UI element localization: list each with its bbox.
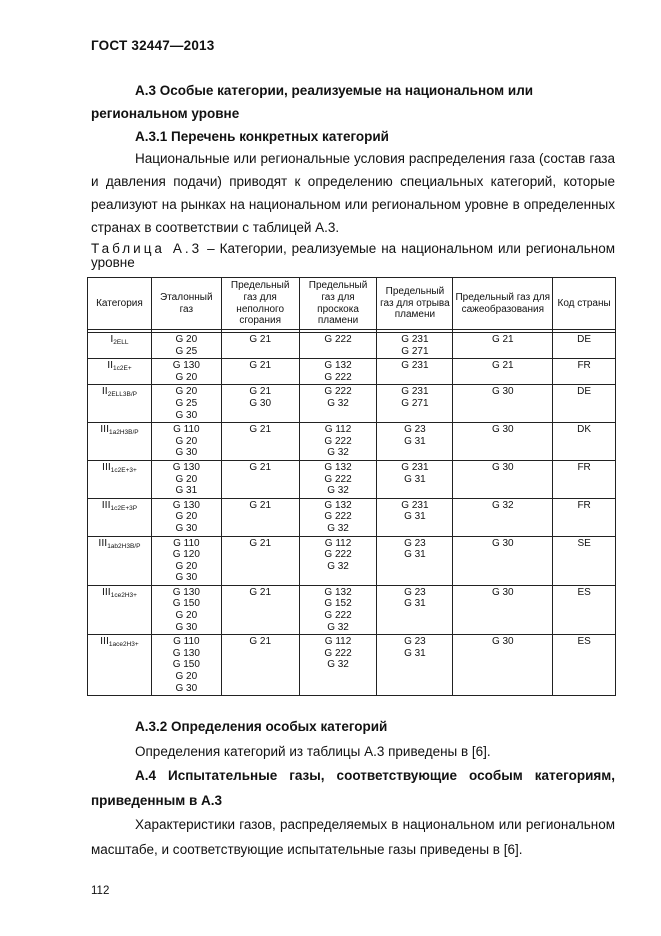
- gas-value: G 152: [324, 598, 352, 610]
- reference-gas-cell: [151, 423, 221, 461]
- gas-value: G 32: [327, 659, 349, 671]
- category-name: III: [101, 498, 111, 511]
- incomplete-combustion-cell: [221, 385, 299, 423]
- country-code-cell: FR: [553, 460, 616, 498]
- gas-value: G 132: [324, 360, 352, 372]
- gas-value: G 110: [173, 424, 200, 436]
- header-incomplete-combustion: Предельный газ для неполного сгорания: [221, 278, 299, 330]
- table-row: [88, 460, 616, 498]
- table-row: [88, 359, 616, 385]
- gas-value: G 20: [175, 386, 198, 398]
- incomplete-combustion-cell: [221, 585, 299, 634]
- section-a3-heading-line2: региональном уровне: [91, 105, 240, 121]
- reference-gas-cell: [151, 498, 221, 536]
- gas-value: G 31: [404, 549, 426, 561]
- category-name: III: [101, 585, 111, 598]
- reference-gas-cell: [151, 333, 221, 359]
- gas-value: G 23: [404, 537, 426, 549]
- section-a32-heading: А.3.2 Определения особых категорий: [135, 719, 388, 734]
- gas-value: G 222: [324, 610, 352, 622]
- table-row: [88, 635, 616, 696]
- sooting-cell: [453, 460, 553, 498]
- gas-value: G 271: [401, 345, 429, 357]
- country-code-cell: FR: [553, 498, 616, 536]
- sooting-cell: [453, 498, 553, 536]
- gas-value: G 30: [175, 522, 198, 534]
- header-country-code: Код страны: [553, 278, 616, 330]
- section-a4-paragraph: Характеристики газов, распределяемых в национальном или региональном масштабе, и соответствующие испытательные газы приведены в [6].: [91, 817, 615, 857]
- sooting-cell: [453, 359, 553, 385]
- table-caption-text: – Категории, реализуемые на национальном или региональном уровне: [91, 240, 616, 270]
- flame-lift-cell: [377, 635, 453, 696]
- country-code-cell: ES: [553, 585, 616, 634]
- gas-value: G 231: [401, 334, 429, 345]
- gas-value: G 112: [324, 636, 352, 648]
- sooting-cell: [453, 585, 553, 634]
- gas-value: G 30: [175, 682, 198, 694]
- page-number: 112: [91, 885, 110, 897]
- gas-value: G 23: [404, 424, 426, 436]
- flame-lift-cell: [377, 536, 453, 585]
- gas-value: G 32: [327, 560, 349, 572]
- reference-gas-cell: [151, 585, 221, 634]
- gas-value: G 25: [175, 345, 198, 357]
- gas-value: G 31: [404, 473, 426, 485]
- sooting-cell: [453, 635, 553, 696]
- gas-value: G 23: [404, 586, 426, 598]
- flashback-cell: [299, 385, 377, 423]
- table-row: [88, 423, 616, 461]
- gas-value: G 32: [327, 485, 349, 497]
- category-cell: [88, 359, 152, 385]
- gas-value: G 222: [324, 511, 352, 523]
- country-code-cell: ES: [553, 635, 616, 696]
- gas-value: G 222: [324, 549, 352, 561]
- gas-value: G 130: [172, 586, 200, 598]
- gas-value: G 21: [249, 636, 272, 648]
- flashback-cell: [299, 536, 377, 585]
- upper-content: [91, 80, 615, 283]
- category-name: II: [107, 359, 114, 372]
- header-category: Категория: [88, 278, 152, 330]
- gas-value: G 231: [401, 360, 429, 372]
- category-name: I: [110, 333, 114, 345]
- sooting-cell: [453, 536, 553, 585]
- gas-value: G 21: [249, 424, 272, 436]
- table-caption-label: Таблица А.3: [91, 240, 203, 256]
- flame-lift-cell: [377, 460, 453, 498]
- gas-value: G 222: [324, 371, 352, 383]
- country-code-cell: FR: [553, 359, 616, 385]
- table-row: [88, 498, 616, 536]
- section-a31-heading: А.3.1 Перечень конкретных категорий: [135, 128, 389, 144]
- sooting-cell: [453, 385, 553, 423]
- country-code-cell: DE: [553, 333, 616, 359]
- table-row: [88, 585, 616, 634]
- gas-value: G 21: [491, 334, 514, 345]
- category-name: III: [100, 423, 109, 436]
- country-code-cell: SE: [553, 536, 616, 585]
- gas-value: G 271: [401, 397, 429, 409]
- reference-gas-cell: [151, 635, 221, 696]
- sooting-cell: [453, 333, 553, 359]
- gas-value: G 30: [491, 386, 514, 398]
- category-cell: [88, 635, 152, 696]
- gas-value: G 20: [175, 560, 198, 572]
- gas-value: G 31: [404, 598, 426, 610]
- category-cell: [88, 423, 152, 461]
- gas-value: G 222: [324, 334, 352, 345]
- gas-value: G 150: [172, 659, 200, 671]
- gas-value: G 32: [327, 397, 349, 409]
- section-a32-paragraph: Определения категорий из таблицы А.3 приведены в [6].: [135, 743, 491, 759]
- gas-value: G 20: [175, 511, 198, 523]
- flashback-cell: [299, 635, 377, 696]
- reference-gas-cell: [151, 385, 221, 423]
- section-a4-heading-line1: А.4 Испытательные газы, соответствующие особым категориям,: [135, 768, 615, 783]
- gas-value: G 32: [327, 447, 349, 459]
- gas-value: G 31: [404, 647, 426, 659]
- gas-value: G 231: [401, 386, 429, 398]
- gas-value: G 30: [491, 537, 514, 549]
- gas-value: G 20: [175, 435, 198, 447]
- gas-value: G 132: [324, 499, 352, 511]
- flame-lift-cell: [377, 498, 453, 536]
- gas-value: G 222: [324, 647, 352, 659]
- gas-value: G 20: [175, 371, 198, 383]
- reference-gas-cell: [151, 460, 221, 498]
- category-subscript: 1a2H3B/P: [109, 429, 139, 437]
- gas-value: G 20: [175, 334, 198, 345]
- category-subscript: 1ab2H3B/P: [107, 542, 141, 550]
- country-code-cell: DK: [553, 423, 616, 461]
- table-header-row: [88, 278, 616, 330]
- category-cell: [88, 536, 152, 585]
- gas-value: G 130: [172, 461, 200, 473]
- section-a4-heading-line2: приведенным в А.3: [91, 792, 223, 808]
- category-subscript: 1c2E+3+: [110, 466, 137, 474]
- category-cell: [88, 498, 152, 536]
- gas-value: G 132: [324, 461, 352, 473]
- sooting-cell: [453, 423, 553, 461]
- category-name: II: [101, 385, 108, 398]
- category-name: III: [100, 635, 109, 648]
- header-reference-gas: Эталонный газ: [151, 278, 221, 330]
- table-row: [88, 333, 616, 359]
- category-subscript: 1ce2H3+: [110, 591, 137, 599]
- flashback-cell: [299, 585, 377, 634]
- gas-value: G 110: [173, 537, 200, 549]
- flashback-cell: [299, 423, 377, 461]
- category-subscript: 2ELL: [113, 339, 129, 346]
- header-flame-lift: Предельный газ для отрыва пламени: [377, 278, 453, 330]
- gas-value: G 20: [175, 671, 198, 683]
- document-header: ГОСТ 32447—2013: [91, 38, 215, 53]
- flashback-cell: [299, 498, 377, 536]
- gas-value: G 30: [491, 586, 514, 598]
- gas-value: G 20: [175, 610, 198, 622]
- gas-value: G 21: [249, 386, 272, 398]
- category-subscript: 2ELL3B/P: [107, 391, 137, 399]
- category-cell: [88, 460, 152, 498]
- incomplete-combustion-cell: [221, 423, 299, 461]
- flame-lift-cell: [377, 585, 453, 634]
- incomplete-combustion-cell: [221, 359, 299, 385]
- gas-value: G 32: [491, 499, 514, 511]
- gas-value: G 21: [249, 499, 272, 511]
- gas-value: G 120: [172, 549, 200, 561]
- country-code-cell: DE: [553, 385, 616, 423]
- gas-value: G 222: [324, 435, 352, 447]
- gas-value: G 32: [327, 621, 349, 633]
- gas-value: G 31: [404, 511, 426, 523]
- flashback-cell: [299, 359, 377, 385]
- category-subscript: 1c2E+: [113, 365, 132, 373]
- category-subscript: 1ace2H3+: [108, 641, 139, 649]
- gas-value: G 21: [249, 461, 272, 473]
- flame-lift-cell: [377, 423, 453, 461]
- gas-value: G 20: [175, 473, 198, 485]
- gas-value: G 30: [491, 461, 514, 473]
- gas-value: G 21: [249, 334, 272, 345]
- gas-value: G 130: [172, 647, 200, 659]
- gas-value: G 25: [175, 397, 198, 409]
- gas-value: G 110: [173, 636, 200, 648]
- categories-table: [87, 277, 616, 696]
- flame-lift-cell: [377, 385, 453, 423]
- section-a31-paragraph: Национальные или региональные условия распределения газа (состав газа и давления подачи) приводят к определению специальных категорий, которые реализуют на рынках на национальном или региональном уровне в определенных странах в соответствии с таблицей А.3.: [91, 151, 615, 235]
- gas-value: G 30: [175, 572, 198, 584]
- gas-value: G 32: [327, 522, 349, 534]
- incomplete-combustion-cell: [221, 498, 299, 536]
- reference-gas-cell: [151, 536, 221, 585]
- incomplete-combustion-cell: [221, 333, 299, 359]
- category-cell: [88, 385, 152, 423]
- gas-value: G 130: [172, 499, 200, 511]
- gas-value: G 30: [175, 447, 198, 459]
- gas-value: G 112: [324, 424, 352, 436]
- gas-value: G 21: [249, 537, 272, 549]
- gas-value: G 30: [175, 621, 198, 633]
- category-name: III: [102, 460, 111, 473]
- incomplete-combustion-cell: [221, 536, 299, 585]
- flame-lift-cell: [377, 333, 453, 359]
- table-row: [88, 385, 616, 423]
- category-cell: [88, 333, 152, 359]
- gas-value: G 30: [491, 424, 514, 436]
- gas-value: G 21: [249, 360, 272, 372]
- gas-value: G 31: [404, 435, 426, 447]
- lower-content: [91, 715, 615, 862]
- gas-value: G 222: [324, 386, 352, 398]
- reference-gas-cell: [151, 359, 221, 385]
- category-subscript: 1c2E+3P: [110, 504, 138, 512]
- flame-lift-cell: [377, 359, 453, 385]
- gas-value: G 21: [491, 360, 514, 372]
- gas-value: G 30: [491, 636, 514, 648]
- header-flashback: Предельный газ для проскока пламени: [299, 278, 377, 330]
- gas-value: G 222: [324, 473, 352, 485]
- table-caption: [91, 242, 615, 270]
- table-body: [88, 330, 616, 696]
- gas-value: G 130: [172, 360, 200, 372]
- category-cell: [88, 585, 152, 634]
- header-sooting: Предельный газ для сажеобразования: [453, 278, 553, 330]
- gas-value: G 21: [249, 586, 272, 598]
- gas-value: G 23: [404, 636, 426, 648]
- gas-value: G 231: [401, 461, 429, 473]
- table-row: [88, 536, 616, 585]
- incomplete-combustion-cell: [221, 460, 299, 498]
- category-name: III: [98, 536, 108, 549]
- incomplete-combustion-cell: [221, 635, 299, 696]
- gas-value: G 30: [175, 409, 198, 421]
- flashback-cell: [299, 333, 377, 359]
- gas-value: G 132: [324, 586, 352, 598]
- gas-value: G 30: [249, 397, 272, 409]
- flashback-cell: [299, 460, 377, 498]
- gas-value: G 231: [401, 499, 429, 511]
- gas-value: G 112: [324, 537, 352, 549]
- gas-value: G 31: [175, 485, 198, 497]
- section-a3-heading-line1: А.3 Особые категории, реализуемые на национальном или: [135, 83, 534, 98]
- gas-value: G 150: [172, 598, 200, 610]
